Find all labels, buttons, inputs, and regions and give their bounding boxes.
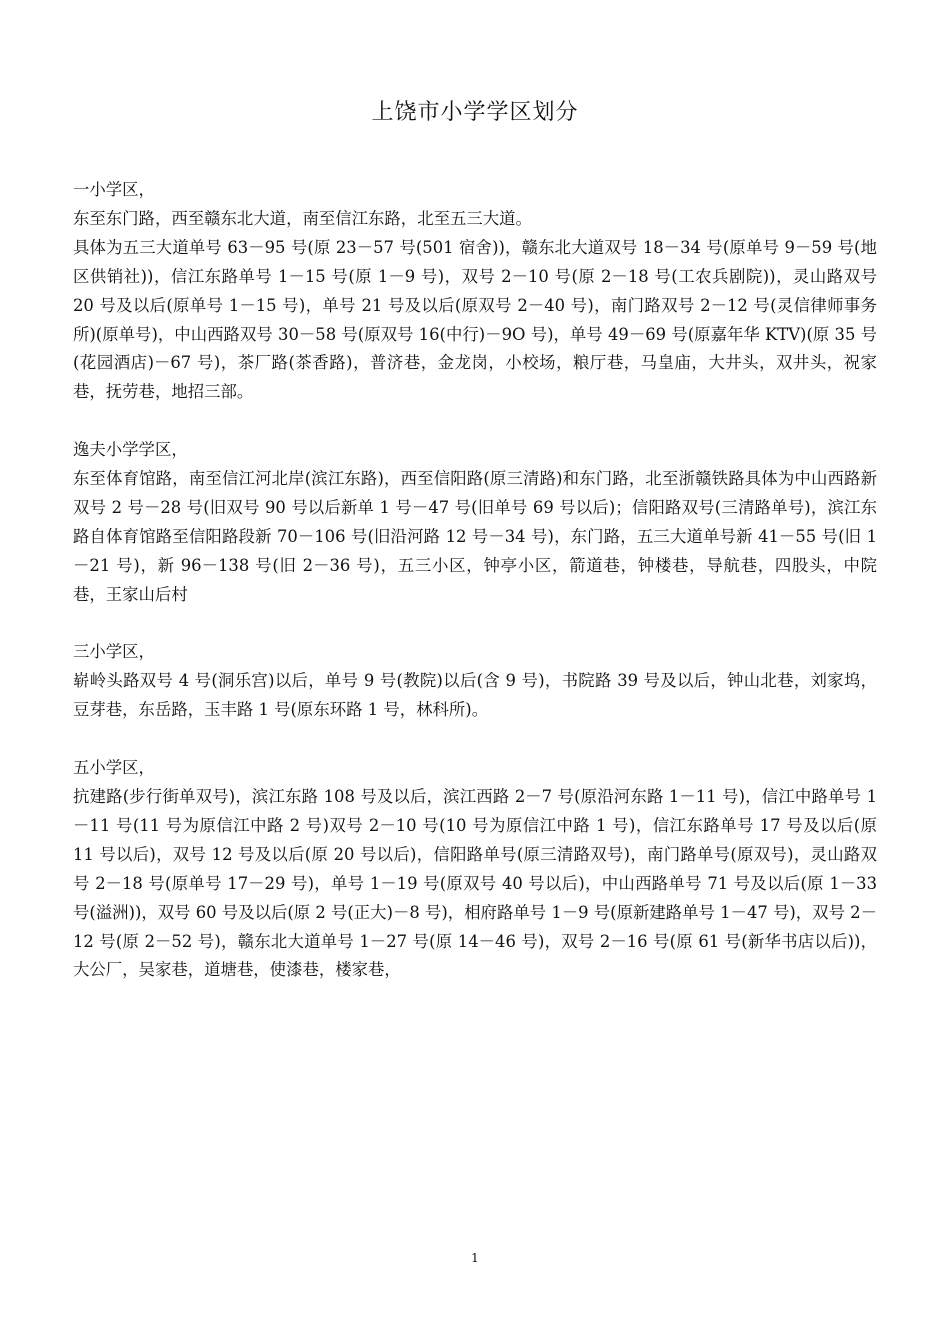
page-number: 1 — [471, 1251, 479, 1265]
section-detail: 具体为五三大道单号 63－95 号(原 23－57 号(501 宿舍))，赣东北大道双号 18－34 号(原单号 9－59 号(地区供销社))，信江东路单号 1－15 号(原 1－9 号)，双号 2－10 号(原 2－18 号(工农兵剧院))，灵山路双号 20 号及以后(原单号 1－15 号)，单号 21 号及以后(原双号 2－40 号)，南门路双号 2－12 号(灵信律师事务所)(原单号)，中山西路双号 30－58 号(原双号 16(中行)－9O 号)，单号 49－69 号(原嘉年华 KTV)(原 35 号(花园酒店)－67 号)，茶厂路(茶香路)，普济巷，金龙岗，小校场，粮厅巷，马皇庙，大井头，双井头，祝家巷，抚劳巷，地招三部。 — [73, 237, 877, 402]
section-yifu-school — [73, 436, 877, 609]
document-title: 上饶市小学学区划分 — [371, 100, 579, 125]
section-boundary: 东至东门路，西至赣东北大道，南至信江东路，北至五三大道。 — [73, 208, 532, 228]
section-detail: 崭岭头路双号 4 号(洞乐宫)以后，单号 9 号(教院)以后(含 9 号)，书院路 39 号及以后，钟山北巷，刘家坞，豆芽巷，东岳路，玉丰路 1 号(原东环路 1 号，林科所)。 — [73, 671, 877, 720]
section-detail: 抗建路(步行街单双号)，滨江东路 108 号及以后，滨江西路 2－7 号(原沿河东路 1－11 号)，信江中路单号 1－11 号(11 号为原信江中路 2 号)双号 2－10 号(10 号为原信江中路 1 号)，信江东路单号 17 号及以后(原 11 号以后)，双号 12 号及以后(原 20 号以后)，信阳路单号(原三清路双号)，南门路单号(原双号)，灵山路双号 2－18 号(原单号 17－29 号)，单号 1－19 号(原双号 40 号以后)，中山西路单号 71 号及以后(原 1－33 号(溢洲))，双号 60 号及以后(原 2 号(正大)－8 号)，相府路单号 1－9 号(原新建路单号 1－47 号)，双号 2－12 号(原 2－52 号)，赣东北大道单号 1－27 号(原 14－46 号)，双号 2－16 号(原 61 号(新华书店以后))，大公厂，吴家巷，道塘巷，使漆巷，楼家巷， — [73, 786, 877, 980]
section-school-1 — [73, 176, 877, 407]
section-heading: 一小学区， — [73, 180, 155, 199]
document-body — [73, 176, 877, 1014]
section-heading: 五小学区， — [73, 758, 155, 778]
section-detail: 东至体育馆路，南至信江河北岸(滨江东路)，西至信阳路(原三清路)和东门路，北至浙赣铁路具体为中山西路新双号 2 号－28 号(旧双号 90 号以后新单 1 号－47 号(旧单号 69 号以后)；信阳路双号(三清路单号)，滨江东路自体育馆路至信阳路段新 70－106 号(旧沿河路 12 号－34 号)，东门路，五三大道单号新 41－55 号(旧 1－21 号)，新 96－138 号(旧 2－36 号)，五三小区，钟亭小区，箭道巷，钟楼巷，导航巷，四股头，中院巷，王家山后村 — [73, 469, 877, 604]
section-school-3 — [73, 638, 877, 725]
section-heading: 三小学区， — [73, 642, 155, 662]
section-school-5 — [73, 754, 877, 985]
section-heading: 逸夫小学学区， — [73, 440, 188, 460]
